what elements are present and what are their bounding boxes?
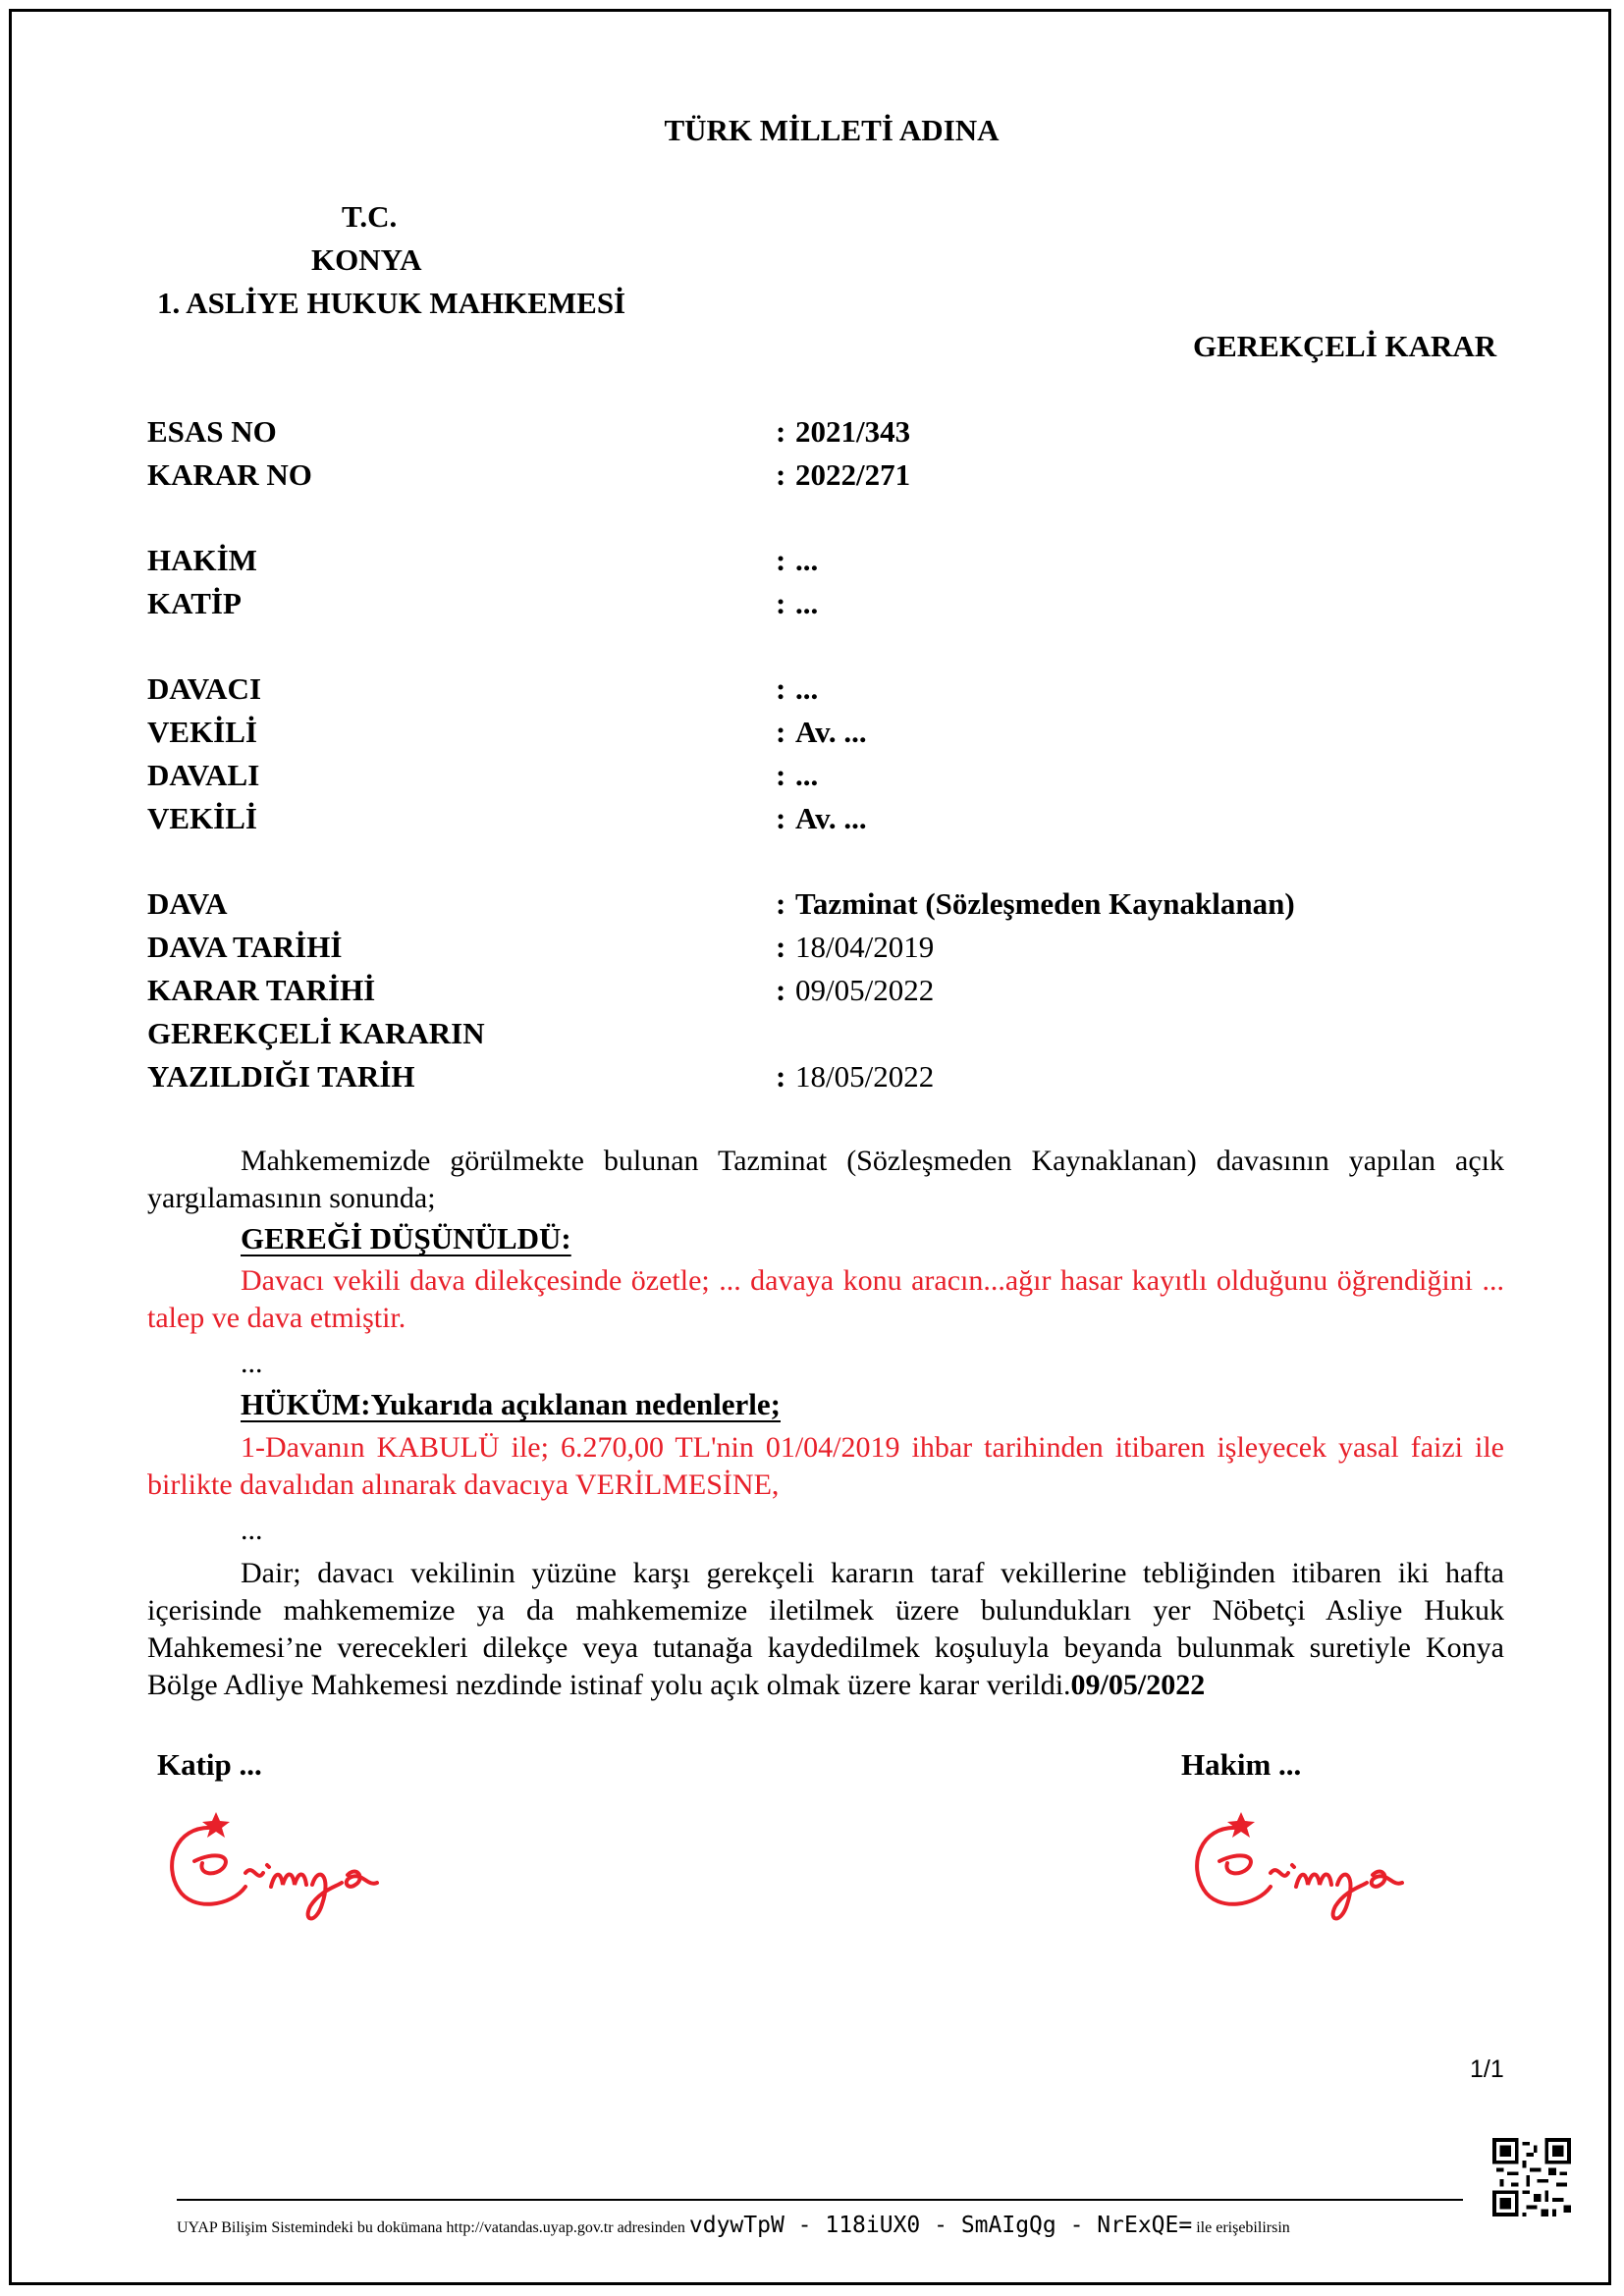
footer-rule [177, 2199, 1463, 2201]
hukum-item-paragraph [147, 1429, 1504, 1504]
closing-text: Dair; davacı vekilinin yüzüne karşı gerekçeli kararın taraf vekillerine tebliğinden itibaren iki hafta içerisinde mahkememize ya da mahkememize iletilmek üzere bulundukları yer Nöbetçi Asliye Hukuk Mahkemesi’ne verecekleri dilekçe veya tutanağa kaydedilmek koşuluyla beyanda bulunmak suretiyle Konya Bölge Adliye Mahkemesi nezdinde istinaf yolu açık olmak üzere karar verildi. [147, 1557, 1504, 1701]
field-label: DAVA TARİHİ [147, 930, 343, 964]
field-colon: : [776, 801, 786, 835]
field-label: KARAR TARİHİ [147, 973, 376, 1007]
field-colon: : [776, 930, 786, 964]
hakim-signature-label: Hakim ... [1181, 1747, 1302, 1782]
field-value: 09/05/2022 [795, 973, 935, 1007]
footer-suffix: ile erişebilirsin [1196, 2219, 1290, 2236]
claim-paragraph [147, 1262, 1504, 1337]
field-colon: : [776, 715, 786, 749]
tc-label: T.C. [342, 199, 398, 234]
field-katip [147, 586, 1502, 629]
field-value: Av. ... [795, 801, 867, 835]
gerekli-heading: GEREĞİ DÜŞÜNÜLDÜ: [241, 1221, 571, 1255]
field-value: ... [795, 758, 819, 792]
field-esas-no [147, 414, 1502, 457]
closing-date: 09/05/2022 [1070, 1669, 1206, 1701]
hakim-e-imza-stamp [1180, 1796, 1435, 1934]
court-name: 1. ASLİYE HUKUK MAHKEMESİ [157, 286, 626, 320]
field-davali [147, 758, 1502, 801]
field-value: ... [795, 543, 819, 577]
field-value: Av. ... [795, 715, 867, 749]
field-colon: : [776, 543, 786, 577]
field-dava [147, 886, 1502, 930]
katip-e-imza-stamp [155, 1796, 410, 1934]
field-colon: : [776, 457, 786, 492]
field-value: 2021/343 [795, 414, 911, 449]
field-label: DAVALI [147, 758, 260, 792]
field-colon: : [776, 671, 786, 706]
nation-heading: TÜRK MİLLETİ ADINA [664, 113, 1000, 147]
city-label: KONYA [311, 242, 422, 277]
field-colon: : [776, 758, 786, 792]
field-colon: : [776, 1059, 786, 1094]
intro-text: Mahkememizde görülmekte bulunan Tazminat (Sözleşmeden Kaynaklanan) davasının yapılan açık yargılamasının sonunda; [147, 1145, 1504, 1214]
closing-paragraph [147, 1555, 1504, 1704]
field-label: HAKİM [147, 543, 257, 577]
field-value: 2022/271 [795, 457, 911, 492]
field-label: YAZILDIĞI TARİH [147, 1059, 415, 1094]
field-label: VEKİLİ [147, 715, 257, 749]
field-value: 18/05/2022 [795, 1059, 935, 1094]
field-value: Tazminat (Sözleşmeden Kaynaklanan) [795, 886, 1295, 921]
page-number: 1/1 [1470, 2056, 1504, 2083]
claim-text: Davacı vekili dava dilekçesinde özetle; ... davaya konu aracın...ağır hasar kayıtlı olduğunu öğrendiğini ... talep ve dava etmiştir. [147, 1264, 1504, 1334]
field-value: 18/04/2019 [795, 930, 935, 964]
field-colon: : [776, 586, 786, 620]
field-karar-tarihi [147, 973, 1502, 1016]
field-label: GEREKÇELİ KARARIN [147, 1016, 485, 1050]
field-hakim [147, 543, 1502, 586]
katip-signature-label: Katip ... [157, 1747, 262, 1782]
footer-verification [177, 2213, 1290, 2238]
hukum-item-text: 1-Davanın KABULÜ ile; 6.270,00 TL'nin 01/04/2019 ihbar tarihinden itibaren işleyecek yasal faizi ile birlikte davalıdan alınarak davacıya VERİLMESİNE, [147, 1431, 1504, 1501]
ellipsis: ... [241, 1514, 263, 1546]
field-yazildigi-tarih [147, 1059, 1502, 1102]
hukum-heading: HÜKÜM:Yukarıda açıklanan nedenlerle; [241, 1387, 781, 1421]
field-label: DAVA [147, 886, 228, 921]
field-label: KATİP [147, 586, 242, 620]
field-value: ... [795, 586, 819, 620]
field-karar-no [147, 457, 1502, 501]
qr-code-icon [1492, 2138, 1571, 2216]
verification-code: vdywTpW - 118iUX0 - SmAIgQg - NrExQE= [688, 2213, 1193, 2238]
field-gerekceli-kararin [147, 1016, 1502, 1059]
field-dava-tarihi [147, 930, 1502, 973]
field-label: DAVACI [147, 671, 262, 706]
field-label: ESAS NO [147, 414, 277, 449]
field-colon: : [776, 886, 786, 921]
field-davaci [147, 671, 1502, 715]
ellipsis: ... [241, 1347, 263, 1379]
field-label: KARAR NO [147, 457, 312, 492]
field-davali-vekili [147, 801, 1502, 844]
field-colon: : [776, 973, 786, 1007]
field-colon: : [776, 414, 786, 449]
field-davaci-vekili [147, 715, 1502, 758]
document-type: GEREKÇELİ KARAR [1193, 329, 1497, 363]
field-label: VEKİLİ [147, 801, 257, 835]
footer-prefix: UYAP Bilişim Sistemindeki bu dokümana http://vatandas.uyap.gov.tr adresinden [177, 2219, 685, 2236]
intro-paragraph [147, 1143, 1504, 1217]
field-value: ... [795, 671, 819, 706]
